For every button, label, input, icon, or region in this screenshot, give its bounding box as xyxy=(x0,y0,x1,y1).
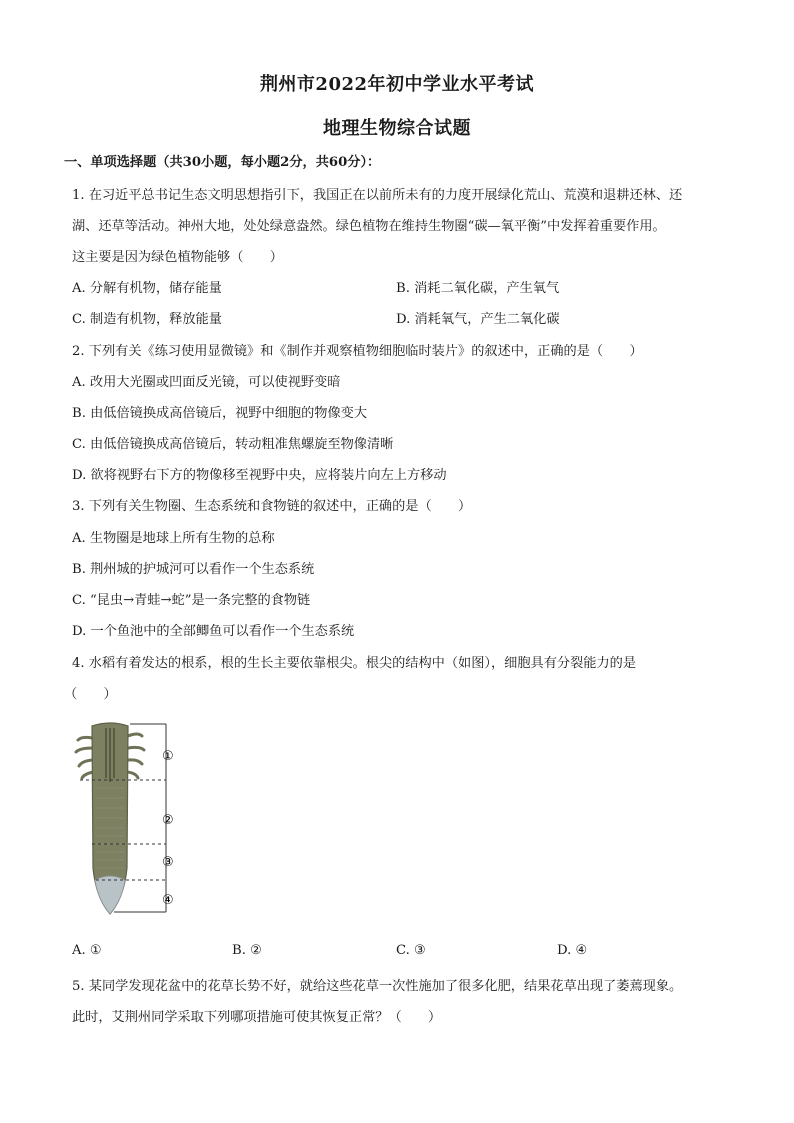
question-5-line-1: 5. 某同学发现花盆中的花草长势不好，就给这些花草一次性施加了很多化肥，结果花草出现了萎蔫现象。 xyxy=(72,979,683,994)
label-3: ③ xyxy=(162,855,174,870)
q4-option-c[interactable]: C. ③ xyxy=(396,943,426,958)
question-3-line-1: 3. 下列有关生物圈、生态系统和食物链的叙述中，正确的是（ ） xyxy=(72,499,472,514)
q3-option-c[interactable]: C. “昆虫→青蛙→蛇”是一条完整的食物链 xyxy=(72,593,311,608)
root-tip-diagram xyxy=(70,718,190,918)
section-heading: 一、单项选择题（共30小题，每小题2分，共60分）： xyxy=(64,155,381,170)
q2-option-b[interactable]: B. 由低倍镜换成高倍镜后，视野中细胞的物像变大 xyxy=(72,406,368,421)
page-subtitle: 地理生物综合试题 xyxy=(323,118,471,139)
label-2: ② xyxy=(162,813,174,828)
question-4-line-1: 4. 水稻有着发达的根系，根的生长主要依靠根尖。根尖的结构中（如图），细胞具有分裂能力的是 xyxy=(72,656,637,671)
q3-option-a[interactable]: A. 生物圈是地球上所有生物的总称 xyxy=(72,531,275,546)
page-title: 荆州市2022年初中学业水平考试 xyxy=(259,74,535,95)
q4-option-d[interactable]: D. ④ xyxy=(557,943,588,958)
q2-option-d[interactable]: D. 欲将视野右下方的物像移至视野中央，应将装片向左上方移动 xyxy=(72,468,447,483)
root-cap xyxy=(95,876,125,914)
root-tip-figure xyxy=(70,718,190,918)
label-1: ① xyxy=(162,749,174,764)
q1-option-a[interactable]: A. 分解有机物，储存能量 xyxy=(72,281,222,296)
question-5-line-2: 此时，艾荆州同学采取下列哪项措施可使其恢复正常？（ ） xyxy=(72,1010,442,1025)
q1-option-c[interactable]: C. 制造有机物，释放能量 xyxy=(72,312,222,327)
q4-option-b[interactable]: B. ② xyxy=(232,943,262,958)
q3-option-b[interactable]: B. 荆州城的护城河可以看作一个生态系统 xyxy=(72,562,315,577)
q3-option-d[interactable]: D. 一个鱼池中的全部鲫鱼可以看作一个生态系统 xyxy=(72,624,355,639)
q1-option-b[interactable]: B. 消耗二氧化碳，产生氧气 xyxy=(396,281,560,296)
question-4-line-2: （ ） xyxy=(64,687,117,702)
question-1-line-3: 这主要是因为绿色植物能够（ ） xyxy=(72,250,283,265)
label-4: ④ xyxy=(162,893,174,908)
q1-option-d[interactable]: D. 消耗氧气，产生二氧化碳 xyxy=(396,312,560,327)
question-1-line-2: 湖、还草等活动。神州大地，处处绿意盎然。绿色植物在维持生物圈“碳—氧平衡”中发挥着重要作用。 xyxy=(72,219,666,234)
q2-option-c[interactable]: C. 由低倍镜换成高倍镜后，转动粗准焦螺旋至物像清晰 xyxy=(72,437,394,452)
question-1-line-1: 1. 在习近平总书记生态文明思想指引下，我国正在以前所未有的力度开展绿化荒山、荒漠和退耕还林、还 xyxy=(72,188,683,203)
q4-option-a[interactable]: A. ① xyxy=(72,943,102,958)
q2-option-a[interactable]: A. 改用大光圈或凹面反光镜，可以使视野变暗 xyxy=(72,375,341,390)
question-2-line-1: 2. 下列有关《练习使用显微镜》和《制作并观察植物细胞临时装片》的叙述中，正确的是（ ） xyxy=(72,344,643,359)
